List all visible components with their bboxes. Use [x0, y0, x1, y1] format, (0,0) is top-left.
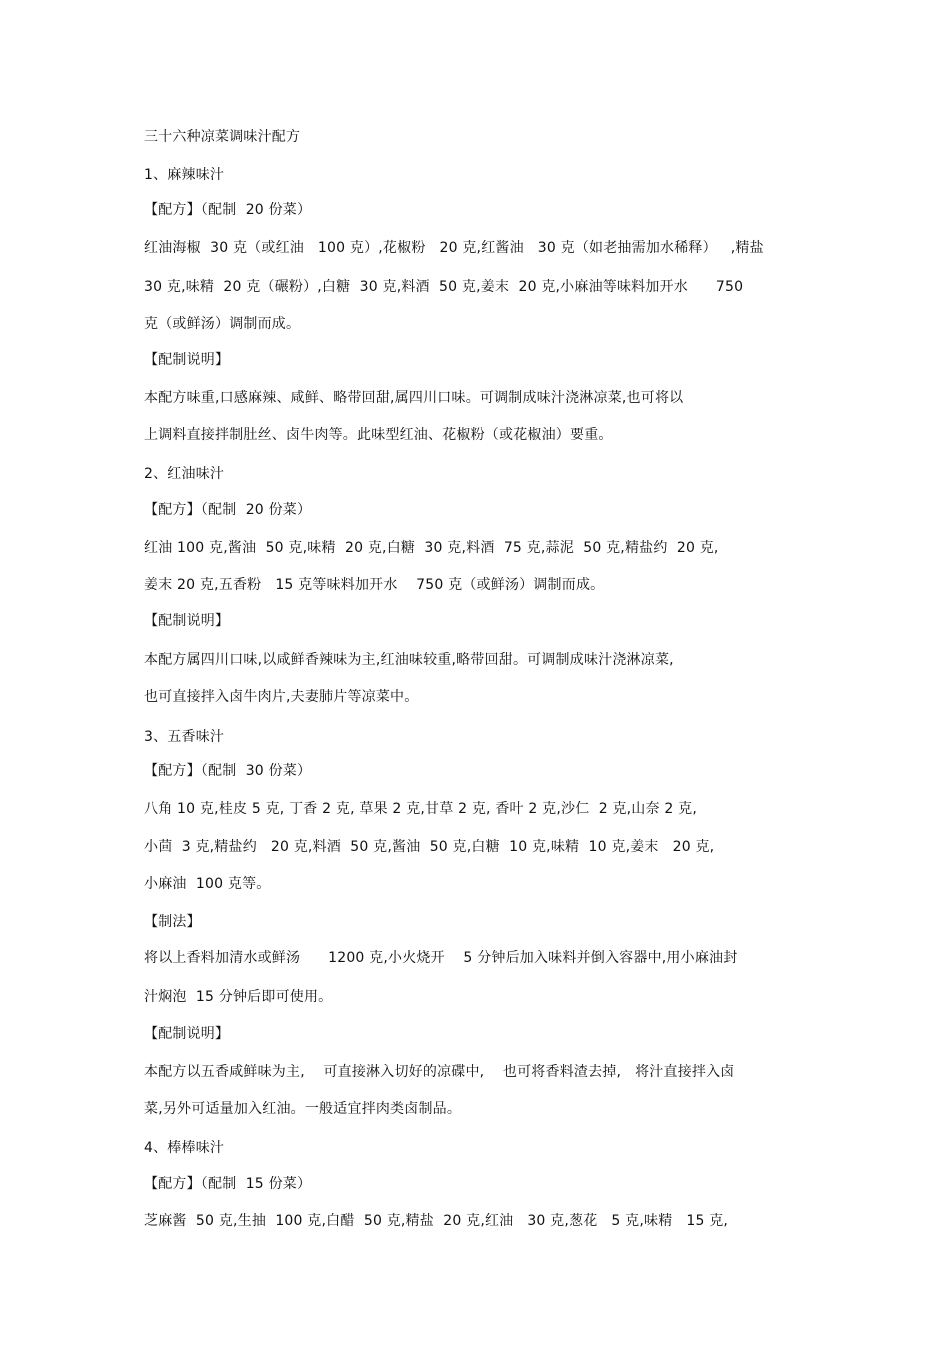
paragraph-line: 菜,另外可适量加入红油。一般适宜拌肉类卤制品。 — [144, 1101, 462, 1117]
paragraph-line: 本配方味重,口感麻辣、咸鲜、略带回甜,属四川口味。可调制成味汁浇淋凉菜,也可将以 — [144, 390, 684, 406]
paragraph-line: 也可直接拌入卤牛肉片,夫妻肺片等凉菜中。 — [144, 689, 419, 705]
paragraph-line: 八角 10 克,桂皮 5 克, 丁香 2 克, 草果 2 克,甘草 2 克, 香叶 2 克,沙仁 2 克,山奈 2 克, — [144, 801, 697, 817]
paragraph-line: 本配方以五香咸鲜味为主, 可直接淋入切好的凉碟中, 也可将香料渣去掉, 将汁直接拌入卤 — [144, 1064, 735, 1080]
recipe-label: 【配方】（配制 30 份菜） — [144, 763, 312, 779]
document-title: 三十六种凉菜调味汁配方 — [144, 129, 301, 145]
paragraph-line: 克（或鲜汤）调制而成。 — [144, 316, 301, 332]
section-heading: 2、红油味汁 — [144, 466, 225, 482]
paragraph-line: 小茴 3 克,精盐约 20 克,料酒 50 克,酱油 50 克,白糖 10 克,味精 10 克,姜末 20 克, — [144, 839, 715, 855]
paragraph-line: 30 克,味精 20 克（碾粉）,白糖 30 克,料酒 50 克,姜末 20 克,小麻油等味料加开水 750 — [144, 279, 744, 295]
note-label: 【配制说明】 — [144, 1026, 230, 1042]
note-label: 【配制说明】 — [144, 613, 230, 629]
section-heading: 4、棒棒味汁 — [144, 1140, 225, 1156]
section-heading: 1、麻辣味汁 — [144, 167, 225, 183]
note-label: 【配制说明】 — [144, 352, 230, 368]
section-heading: 3、五香味汁 — [144, 729, 225, 745]
paragraph-line: 上调料直接拌制肚丝、卤牛肉等。此味型红油、花椒粉（或花椒油）要重。 — [144, 427, 613, 443]
recipe-label: 【配方】（配制 15 份菜） — [144, 1176, 312, 1192]
paragraph-line: 姜末 20 克,五香粉 15 克等味料加开水 750 克（或鲜汤）调制而成。 — [144, 577, 605, 593]
paragraph-line: 本配方属四川口味,以咸鲜香辣味为主,红油味较重,略带回甜。可调制成味汁浇淋凉菜, — [144, 652, 674, 668]
paragraph-line: 汁焖泡 15 分钟后即可使用。 — [144, 989, 333, 1005]
method-label: 【制法】 — [144, 914, 201, 930]
paragraph-line: 红油海椒 30 克（或红油 100 克）,花椒粉 20 克,红酱油 30 克（如老抽需加水稀释） ,精盐 — [144, 240, 764, 256]
paragraph-line: 小麻油 100 克等。 — [144, 876, 271, 892]
paragraph-line: 芝麻酱 50 克,生抽 100 克,白醋 50 克,精盐 20 克,红油 30 克,葱花 5 克,味精 15 克, — [144, 1213, 729, 1229]
paragraph-line: 红油 100 克,酱油 50 克,味精 20 克,白糖 30 克,料酒 75 克,蒜泥 50 克,精盐约 20 克, — [144, 540, 719, 556]
recipe-label: 【配方】（配制 20 份菜） — [144, 502, 312, 518]
paragraph-line: 将以上香料加清水或鲜汤 1200 克,小火烧开 5 分钟后加入味料并倒入容器中,用小麻油封 — [144, 950, 738, 966]
recipe-label: 【配方】（配制 20 份菜） — [144, 202, 312, 218]
